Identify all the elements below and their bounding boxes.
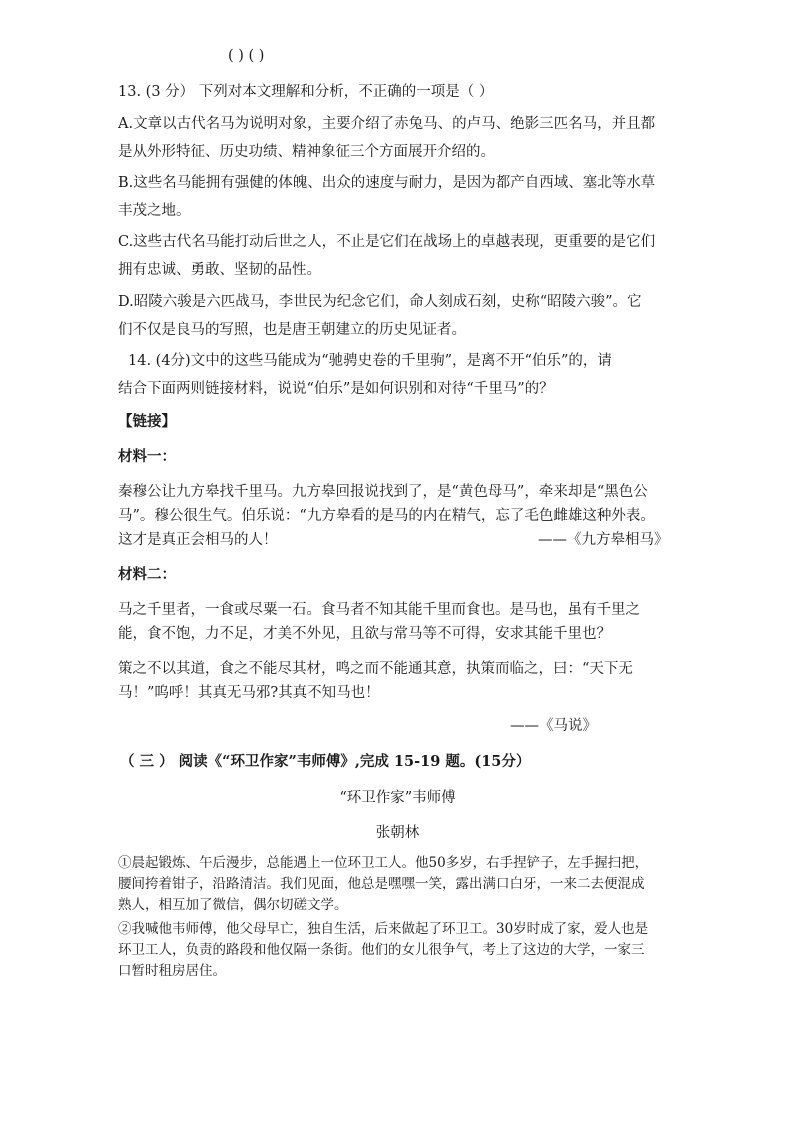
- article-para1-line1: ①晨起锻炼、午后漫步，总能遇上一位环卫工人。他50多岁，右手捏铲子，左手握扫把，: [118, 855, 649, 871]
- q14-prompt-line1: 14. (4分)文中的这些马能成为“驰骋史卷的千里驹”，是离不开“伯乐”的，请: [128, 353, 612, 369]
- q13-option-c-line1[interactable]: C.这些古代名马能打动后世之人，不止是它们在战场上的卓越表现，更重要的是它们: [118, 234, 656, 250]
- article-para2-line3: 口暂时租房居住。: [118, 963, 226, 979]
- material1-line3: 这才是真正会相马的人！: [118, 532, 278, 548]
- q13-option-b-line1[interactable]: B.这些名马能拥有强健的体魄、出众的速度与耐力，是因为都产自西域、塞北等水草: [118, 175, 656, 191]
- answer-blanks[interactable]: ( ) ( ): [228, 48, 265, 64]
- q13-option-a-line2[interactable]: 是从外形特征、历史功绩、精神象征三个方面展开介绍的。: [118, 144, 495, 160]
- article-author: 张朝林: [375, 825, 420, 841]
- material2-para2-line2: 马！”呜呼！其真无马邪?其真不知马也！: [118, 685, 380, 701]
- article-title: “环卫作家”韦师傅: [339, 790, 456, 806]
- article-para2-line2: 环卫工人，负责的路段和他仅隔一条街。他们的女儿很争气，考上了这边的大学，一家三: [118, 942, 645, 958]
- section3-header: （ 三 ） 阅读《“环卫作家”韦师傅》,完成 15-19 题。(15分）: [120, 753, 531, 770]
- material2-para1-line1: 马之千里者，一食或尽粟一石。食马者不知其能千里而食也。是马也，虽有千里之: [118, 602, 640, 618]
- material2-para2-line1: 策之不以其道，食之不能尽其材，鸣之而不能通其意，执策而临之，曰：“天下无: [118, 661, 633, 677]
- article-para1-line2: 腰间挎着钳子，沿路清洁。我们见面，他总是嘿嘿一笑，露出满口白牙，一来二去便混成: [118, 876, 645, 892]
- article-para1-line3: 熟人，相互加了微信，偶尔切磋文学。: [118, 897, 348, 913]
- material1-title: 材料一：: [118, 448, 176, 465]
- q14-prompt-line2: 结合下面两则链接材料，说说“伯乐”是如何识别和对待“千里马”的？: [118, 381, 554, 397]
- material2-para1-line2: 能，食不饱，力不足，才美不外见，且欲与常马等不可得，安求其能千里也？: [118, 626, 611, 642]
- material1-line1: 秦穆公让九方皋找千里马。九方皋回报说找到了，是“黄色母马”，牵来却是“黑色公: [118, 484, 648, 500]
- q13-option-b-line2[interactable]: 丰茂之地。: [118, 203, 191, 219]
- q13-option-c-line2[interactable]: 拥有忠诚、勇敢、坚韧的品性。: [118, 262, 321, 278]
- material2-source: ——《马说》: [510, 718, 597, 734]
- article-para2-line1: ②我喊他韦师傅，他父母早亡，独自生活，后来做起了环卫工。30岁时成了家，爱人也是: [118, 921, 649, 937]
- q13-prompt: 13. (3 分） 下列对本文理解和分析，不正确的一项是（ ）: [118, 84, 494, 100]
- material2-title: 材料二：: [118, 566, 176, 583]
- material1-source: ——《九方皋相马》: [538, 532, 669, 548]
- q13-option-d-line1[interactable]: D.昭陵六骏是六匹战马，李世民为纪念它们，命人刻成石刻，史称“昭陵六骏”。它: [118, 294, 642, 310]
- material1-line2: 马”。穆公很生气。伯乐说：“九方皋看的是马的内在精气，忘了毛色雌雄这种外表。: [118, 508, 655, 524]
- q13-option-a-line1[interactable]: A.文章以古代名马为说明对象，主要介绍了赤兔马、的卢马、绝影三匹名马，并且都: [118, 116, 656, 132]
- link-label: 【链接】: [118, 413, 176, 430]
- q13-option-d-line2[interactable]: 们不仅是良马的写照，也是唐王朝建立的历史见证者。: [118, 322, 466, 338]
